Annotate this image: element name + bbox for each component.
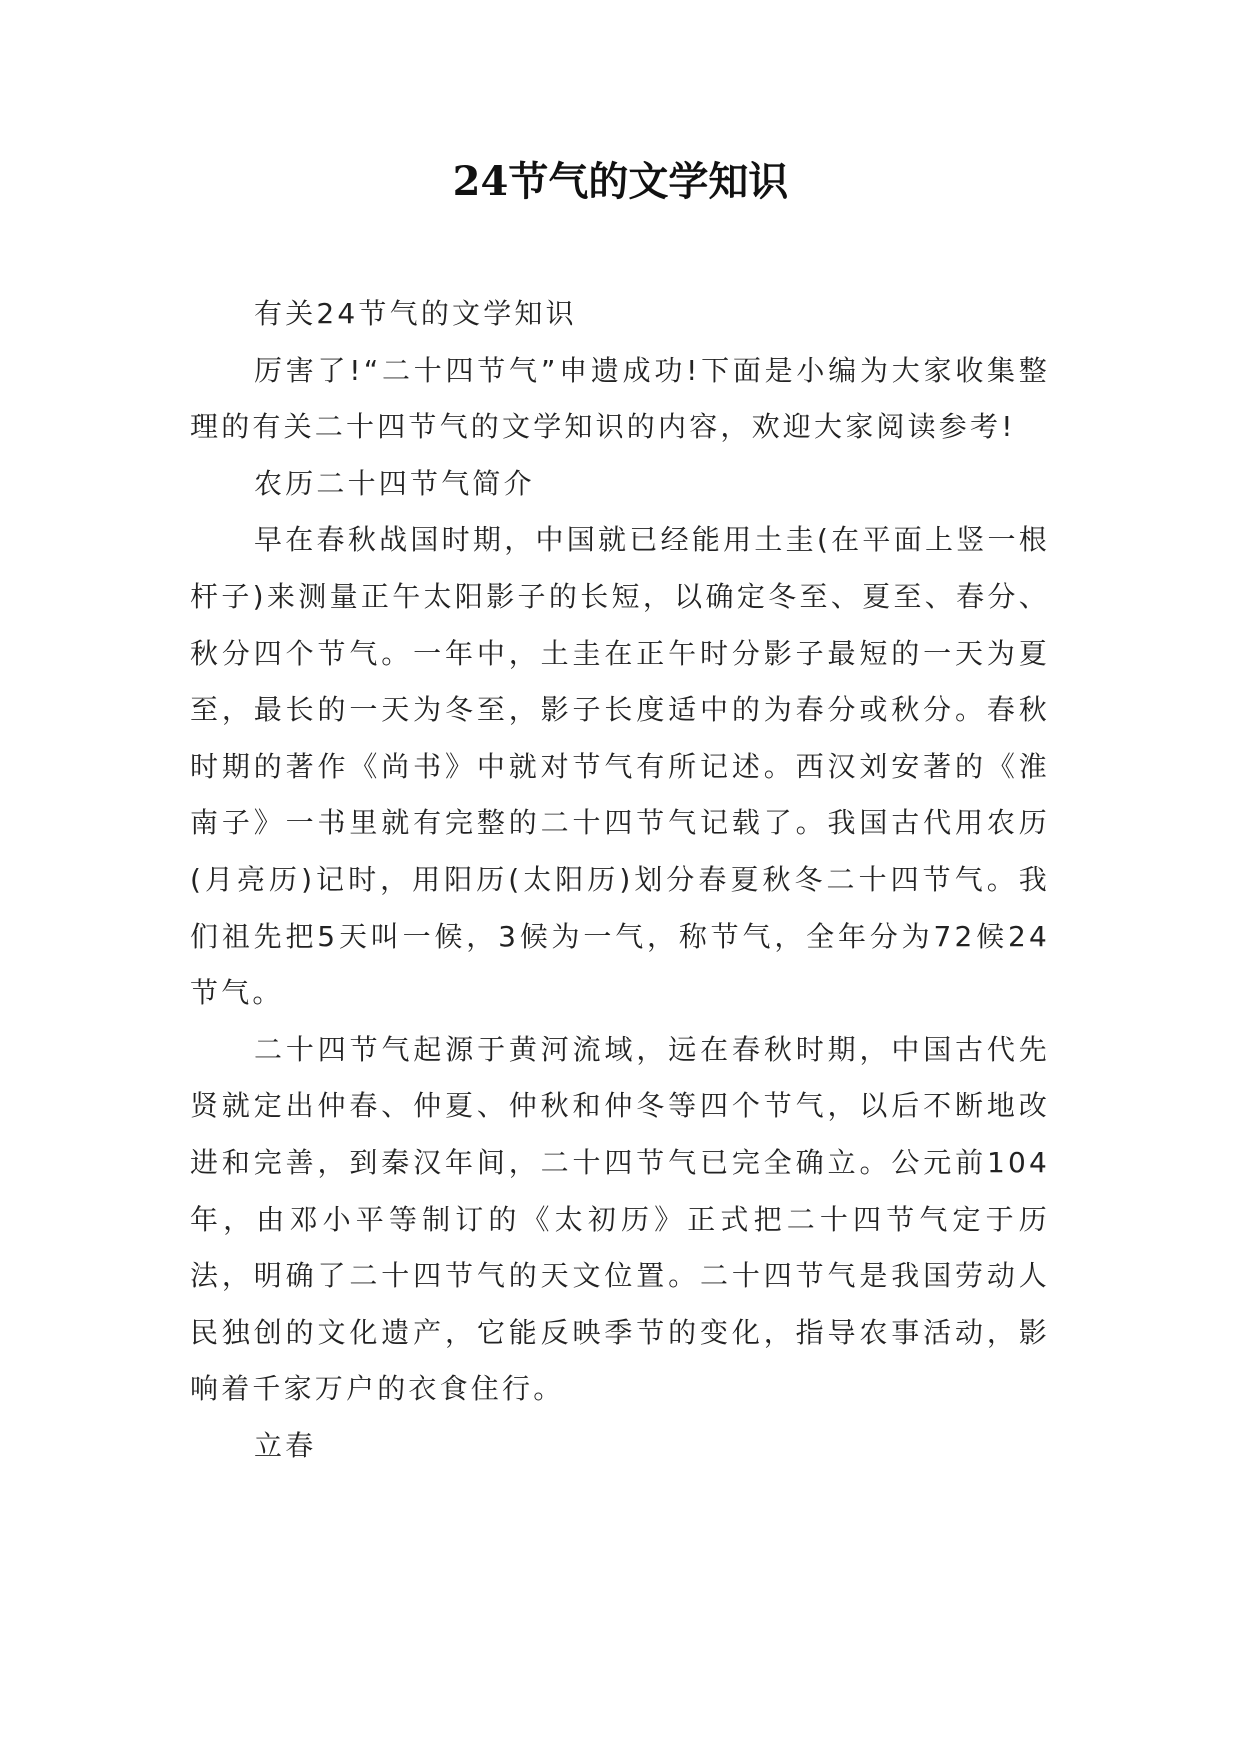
section-heading-intro: 农历二十四节气简介 bbox=[254, 466, 535, 500]
origin-paragraph: 二十四节气起源于黄河流域，远在春秋时期，中国古代先贤就定出仲春、仲夏、仲秋和仲冬等四个节气，以后不断地改进和完善，到秦汉年间，二十四节气已完全确立。公元前104年，由邓小平等制订的《太初历》正式把二十四节气定于历法，明确了二十四节气的天文位置。二十四节气是我国劳动人民独创的文化遗产，它能反映季节的变化，指导农事活动，影响着千家万户的衣食住行。 bbox=[190, 1032, 1050, 1406]
subtitle-paragraph: 有关24节气的文学知识 bbox=[254, 297, 577, 330]
intro-paragraph: 厉害了!“二十四节气”申遗成功!下面是小编为大家收集整理的有关二十四节气的文学知识的内容，欢迎大家阅读参考! bbox=[190, 353, 1050, 444]
document-body bbox=[190, 286, 1050, 1474]
section-heading-lichun: 立春 bbox=[254, 1428, 317, 1462]
document-title: 24节气的文学知识 bbox=[452, 158, 789, 205]
history-paragraph: 早在春秋战国时期，中国就已经能用土圭(在平面上竖一根杆子)来测量正午太阳影子的长短，以确定冬至、夏至、春分、秋分四个节气。一年中，土圭在正午时分影子最短的一天为夏至，最长的一天为冬至，影子长度适中的为春分或秋分。春秋时期的著作《尚书》中就对节气有所记述。西汉刘安著的《淮南子》一书里就有完整的二十四节气记载了。我国古代用农历(月亮历)记时，用阳历(太阳历)划分春夏秋冬二十四节气。我们祖先把5天叫一候，3候为一气，称节气，全年分为72候24节气。 bbox=[190, 523, 1050, 1010]
